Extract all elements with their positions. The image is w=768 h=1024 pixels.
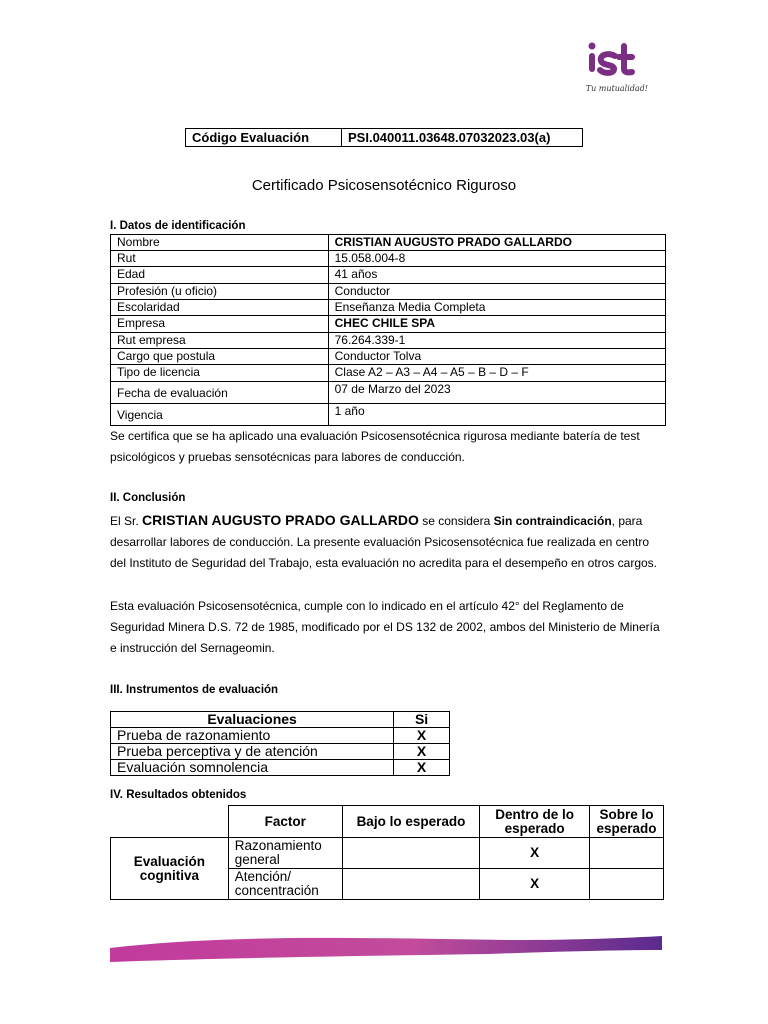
identification-table — [110, 234, 666, 426]
conclusion-paragraph: El Sr. CRISTIAN AUGUSTO PRADO GALLARDO se considera Sin contraindicación, para desarrollar labores de conducción. La presente evaluación Psicosensotécnica fue realizada en centro del Instituto de Seguridad del Trabajo, esta evaluación no acredita para el desempeño en otros cargos. — [110, 512, 658, 570]
brand-tagline: Tu mutualidad! — [585, 84, 648, 93]
table-row: Rut 15.058.004-8 — [111, 251, 666, 267]
group-label: Evaluación cognitiva — [111, 838, 229, 900]
results-table — [110, 805, 664, 900]
table-row: Nombre CRISTIAN AUGUSTO PRADO GALLARDO — [111, 235, 666, 251]
table-row: Tipo de licencia Clase A2 – A3 – A4 – A5 – B – D – F — [111, 365, 666, 382]
table-row: Edad 41 años — [111, 267, 666, 284]
table-row: Prueba de razonamiento X — [111, 728, 450, 744]
table-row: Vigencia 1 año — [111, 404, 666, 426]
table-row: Atención/ concentración X — [111, 869, 664, 900]
table-row: Evaluación cognitiva Razonamiento general X — [111, 838, 664, 869]
section4-heading: IV. Resultados obtenidos — [110, 789, 247, 801]
table-row: Cargo que postula Conductor Tolva — [111, 349, 666, 365]
person-name: CRISTIAN AUGUSTO PRADO GALLARDO — [142, 512, 419, 528]
code-value: PSI.040011.03648.07032023.03(a) — [348, 130, 551, 145]
evaluation-code-table — [185, 128, 583, 147]
table-row: Fecha de evaluación 07 de Marzo del 2023 — [111, 382, 666, 404]
name-value: CRISTIAN AUGUSTO PRADO GALLARDO — [328, 235, 665, 251]
result-text: Sin contraindicación — [493, 514, 612, 528]
regulation-paragraph: Esta evaluación Psicosensotécnica, cumple con lo indicado en el artículo 42° del Reglamento de Seguridad Minera D.S. 72 de 1985, modificado por el DS 132 de 2002, ambos del Ministerio de Minería e instrucción del Sernageomin. — [110, 599, 660, 655]
certification-statement: Se certifica que se ha aplicado una evaluación Psicosensotécnica rigurosa mediante batería de test psicológicos y pruebas sensotécnicas para labores de conducción. — [110, 429, 640, 464]
table-row: Escolaridad Enseñanza Media Completa — [111, 300, 666, 316]
footer-wave — [108, 928, 664, 968]
table-header-row: Factor Bajo lo esperado Dentro de lo esperado Sobre lo esperado — [111, 806, 664, 838]
table-row: Evaluación somnolencia X — [111, 760, 450, 776]
code-label: Código Evaluación — [186, 129, 342, 146]
page-title: Certificado Psicosensotécnico Riguroso — [251, 177, 517, 194]
table-row: Rut empresa 76.264.339-1 — [111, 333, 666, 349]
table-row: Prueba perceptiva y de atención X — [111, 744, 450, 760]
table-row: Profesión (u oficio) Conductor — [111, 284, 666, 300]
section2-heading: II. Conclusión — [110, 492, 186, 504]
ist-logo — [584, 40, 652, 100]
instruments-table — [110, 711, 450, 776]
table-row: Empresa CHEC CHILE SPA — [111, 316, 666, 333]
section3-heading: III. Instrumentos de evaluación — [110, 684, 279, 696]
section1-heading: I. Datos de identificación — [110, 220, 246, 232]
table-header-row: Evaluaciones Si — [111, 712, 450, 728]
